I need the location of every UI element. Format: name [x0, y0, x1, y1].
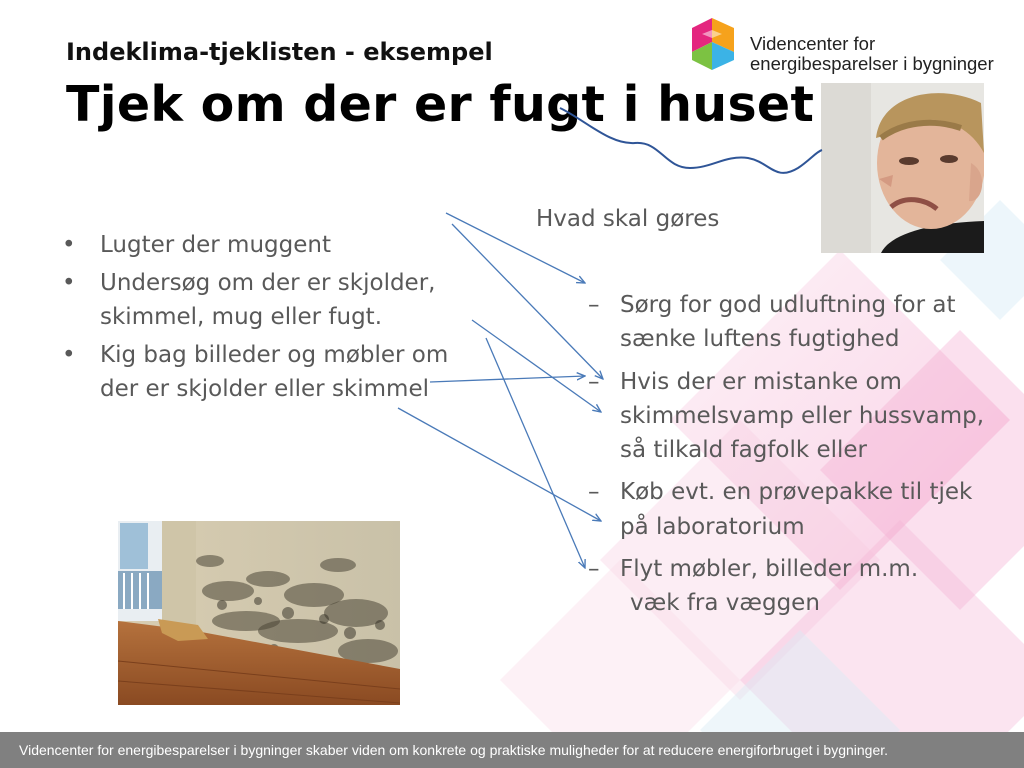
list-item [62, 338, 492, 406]
action-item-label: Hvis der er mistanke om skimmelsvamp eller hussvamp, så tilkald fagfolk eller [620, 368, 985, 464]
checklist [62, 228, 492, 410]
list-item [588, 552, 988, 621]
logo-text [750, 34, 994, 74]
logo-line-2: energibesparelser i bygninger [750, 53, 994, 74]
list-item [62, 266, 492, 334]
bullet-icon: • [62, 342, 76, 368]
bullet-icon: • [62, 232, 76, 258]
dash-icon: – [588, 556, 600, 583]
checklist-item-label: Undersøg om der er skjolder, skimmel, mug eller fugt. [100, 270, 436, 330]
action-item-continuation: væk fra væggen [630, 590, 820, 617]
logo [686, 14, 1006, 74]
dash-icon: – [588, 292, 600, 318]
action-item-label: Sørg for god udluftning for at sænke luftens fugtighed [620, 292, 956, 353]
dash-icon: – [588, 368, 600, 395]
logo-line-1: Videncenter for [750, 33, 876, 54]
list-item [588, 365, 988, 468]
list-item [588, 475, 988, 544]
footer-text: Videncenter for energibesparelser i bygninger skaber viden om konkrete og praktiske muligheder for at reducere energiforbruget i bygninger. [19, 742, 889, 758]
list-item [62, 228, 492, 262]
action-item-label: Køb evt. en prøvepakke til tjek på laboratorium [620, 479, 973, 540]
checklist-item-label: Kig bag billeder og møbler om der er skjolder eller skimmel [100, 342, 449, 402]
logo-cube-icon [686, 14, 740, 74]
action-item-label: Flyt møbler, billeder m.m. [620, 556, 919, 583]
slide-subtitle: Indeklima-tjeklisten - eksempel [66, 38, 493, 66]
list-item [588, 288, 988, 357]
photo-mold-wall [118, 521, 400, 705]
footer-bar [0, 732, 1024, 768]
bullet-icon: • [62, 270, 76, 296]
slide-title: Tjek om der er fugt i huset [66, 76, 815, 133]
actions-list [588, 288, 988, 621]
photo-disgusted-face [821, 83, 984, 253]
checklist-item-label: Lugter der muggent [100, 232, 331, 258]
dash-icon: – [588, 479, 600, 506]
actions-heading: Hvad skal gøres [536, 206, 720, 232]
